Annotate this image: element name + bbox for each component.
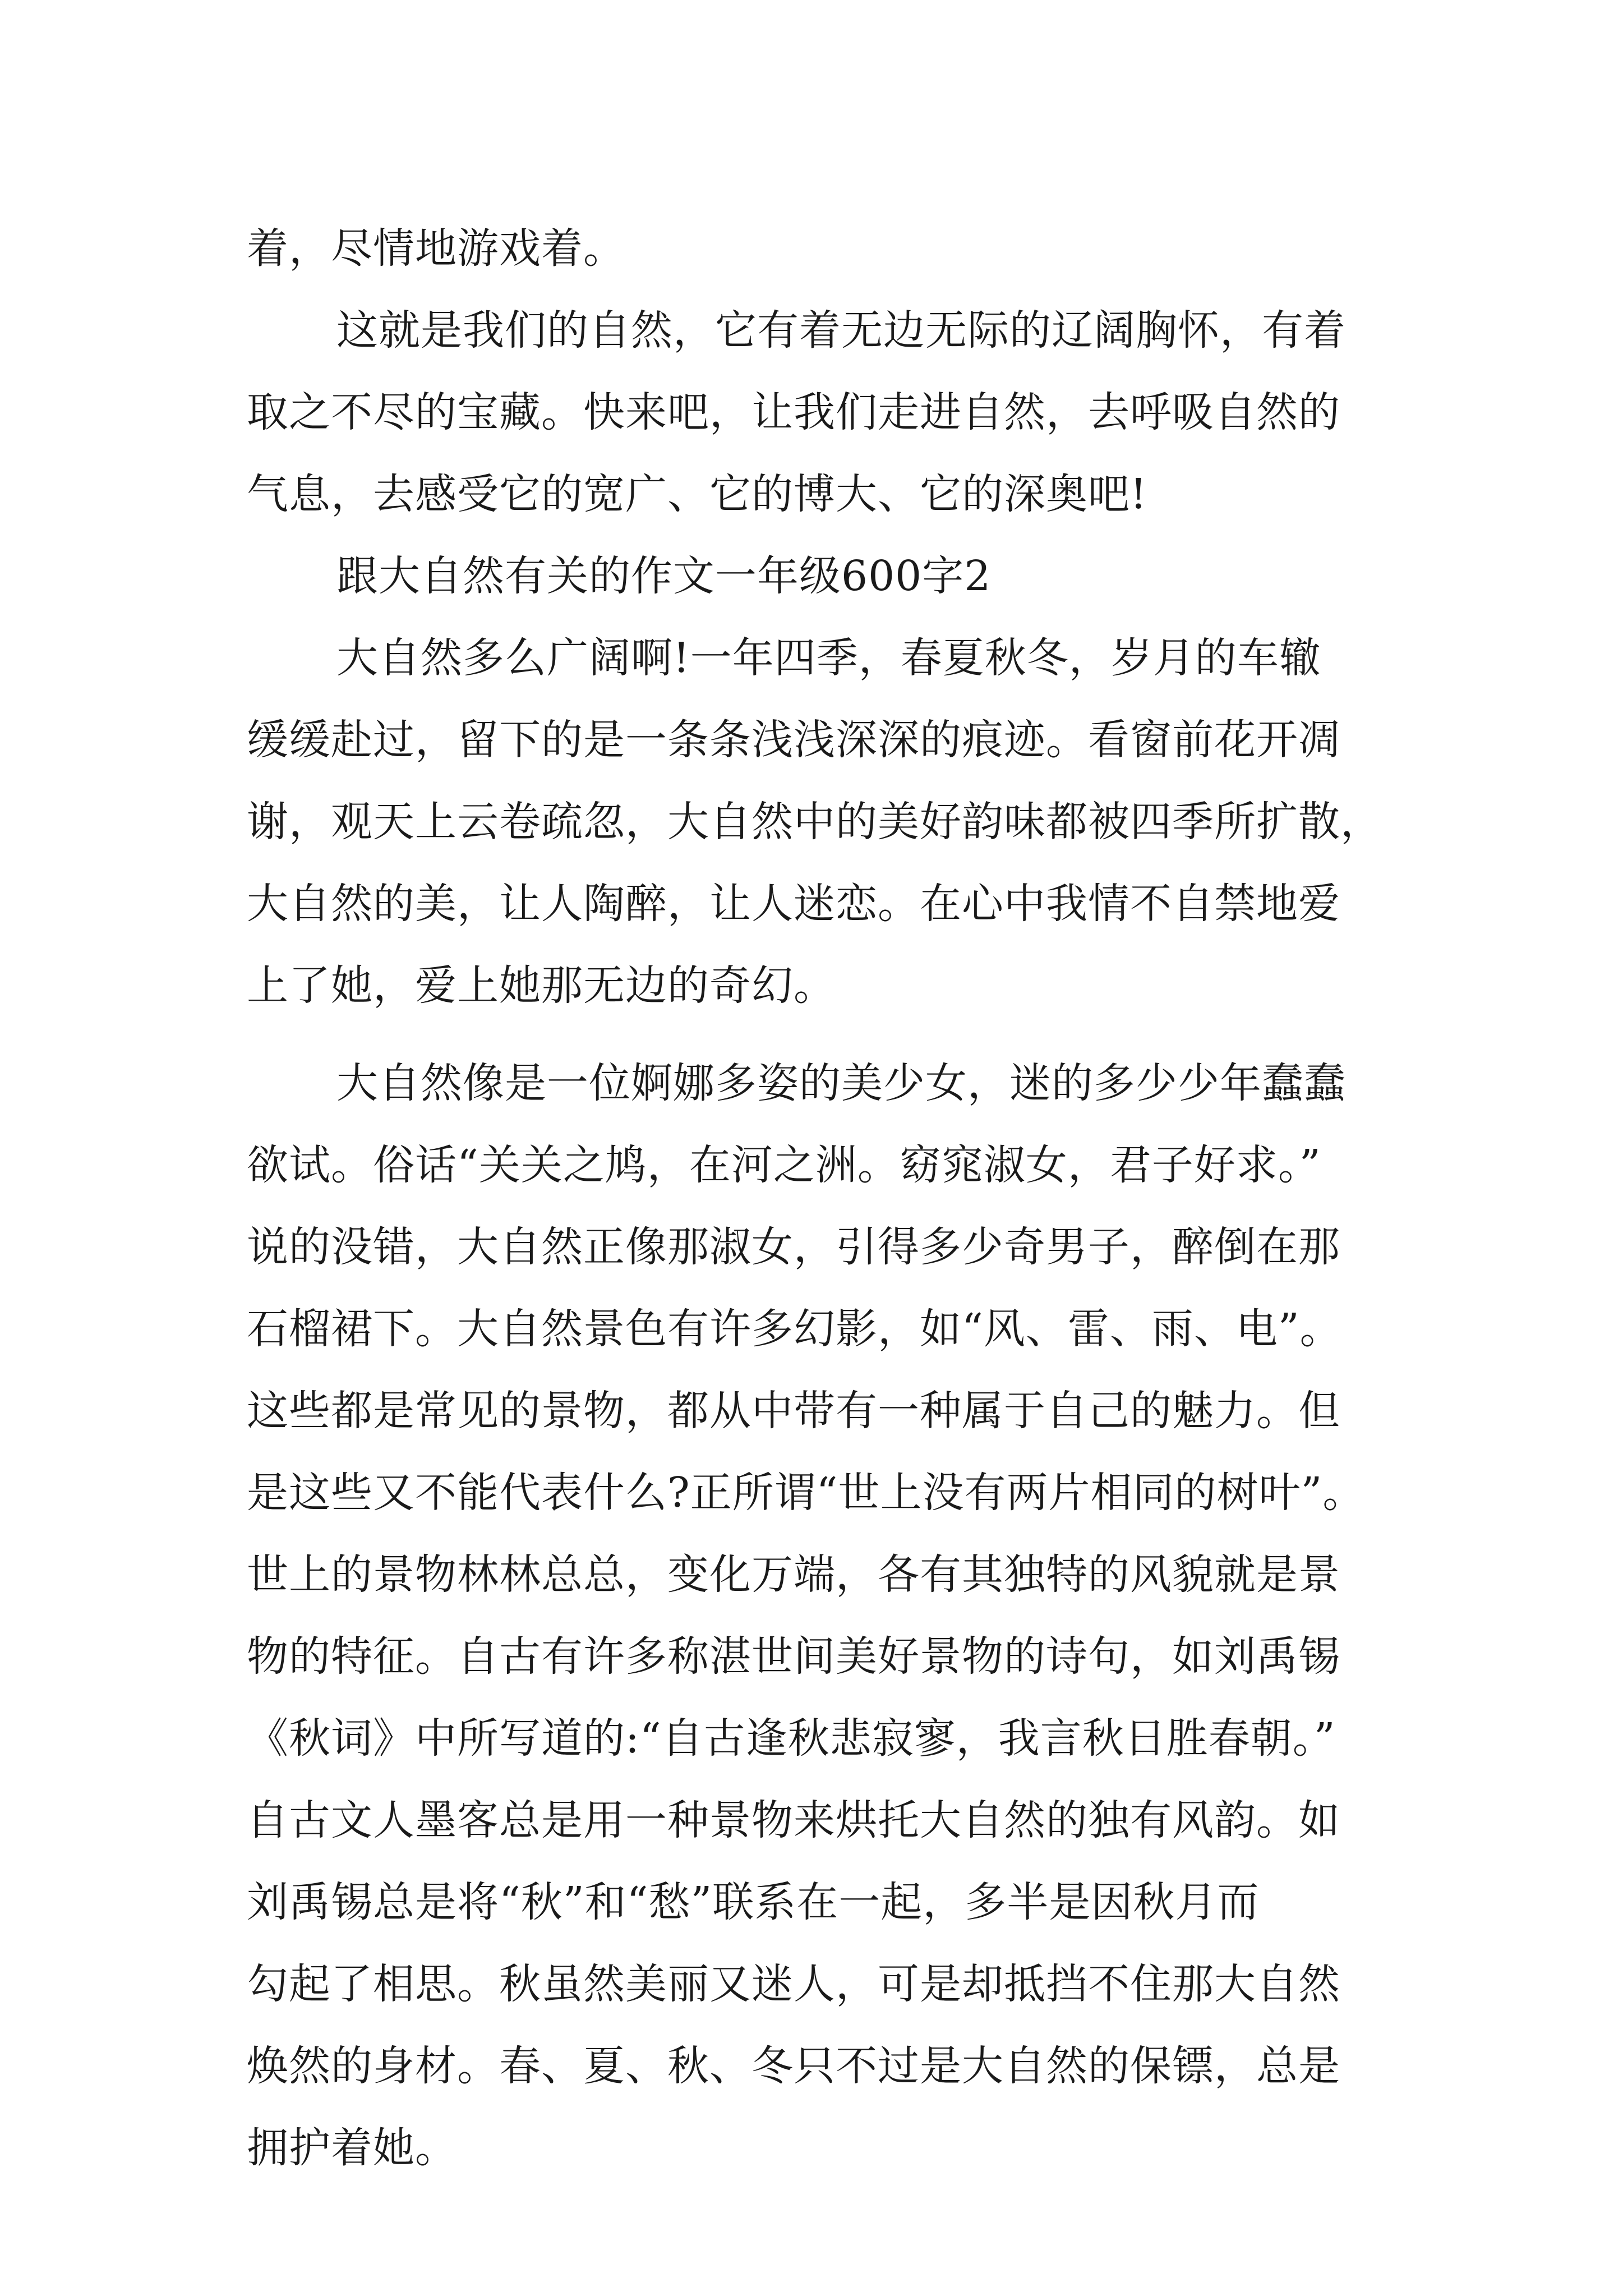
- text-line: 上了她，爱上她那无边的奇幻。: [247, 961, 836, 1010]
- text-line: 气息，去感受它的宽广、它的博大、它的深奥吧!: [247, 470, 1147, 518]
- paragraph-start-line: 大自然像是一位婀娜多姿的美少女，迷的多少少年蠢蠢: [336, 1059, 1346, 1107]
- text-line: 大自然的美，让人陶醉，让人迷恋。在心中我情不自禁地爱: [247, 880, 1340, 928]
- text-line: 缓缓赴过，留下的是一条条浅浅深深的痕迹。看窗前花开凋: [247, 716, 1340, 764]
- paragraph-start-line: 这就是我们的自然，它有着无边无际的辽阔胸怀，有着: [336, 306, 1346, 355]
- section-heading: 跟大自然有关的作文一年级600字2: [336, 552, 992, 600]
- text-line: 世上的景物林林总总，变化万端，各有其独特的风貌就是景: [247, 1550, 1340, 1599]
- document-body: [247, 208, 1402, 2189]
- text-line: 焕然的身材。春、夏、秋、冬只不过是大自然的保镖，总是: [247, 2042, 1340, 2090]
- text-line: 取之不尽的宝藏。快来吧，让我们走进自然，去呼吸自然的: [247, 388, 1340, 436]
- text-line: 拥护着她。: [247, 2124, 457, 2172]
- text-line: 《秋词》中所写道的:“自古逢秋悲寂寥，我言秋日胜春朝。”: [247, 1714, 1336, 1763]
- text-line: 这些都是常见的景物，都从中带有一种属于自己的魅力。但: [247, 1387, 1340, 1435]
- text-line: 勾起了相思。秋虽然美丽又迷人，可是却抵挡不住那大自然: [247, 1960, 1340, 2008]
- text-line: 是这些又不能代表什么?正所谓“世上没有两片相同的树叶”。: [247, 1469, 1365, 1517]
- text-line: 说的没错，大自然正像那淑女，引得多少奇男子，醉倒在那: [247, 1223, 1340, 1271]
- paragraph-start-line: 大自然多么广阔啊!一年四季，春夏秋冬，岁月的车辙: [336, 634, 1321, 682]
- text-line: 石榴裙下。大自然景色有许多幻影，如“风、雷、雨、电”。: [247, 1305, 1342, 1353]
- text-line: 谢，观天上云卷疏忽，大自然中的美好韵味都被四季所扩散，: [247, 798, 1382, 846]
- text-line: 着，尽情地游戏着。: [247, 224, 625, 273]
- text-line: 物的特征。自古有许多称湛世间美好景物的诗句，如刘禹锡: [247, 1632, 1340, 1681]
- text-line: 自古文人墨客总是用一种景物来烘托大自然的独有风韵。如: [247, 1796, 1340, 1844]
- text-line: 欲试。俗话“关关之鸠，在河之洲。窈窕淑女，君子好求。”: [247, 1141, 1321, 1189]
- text-line: 刘禹锡总是将“秋”和“愁”联系在一起，多半是因秋月而: [247, 1878, 1260, 1926]
